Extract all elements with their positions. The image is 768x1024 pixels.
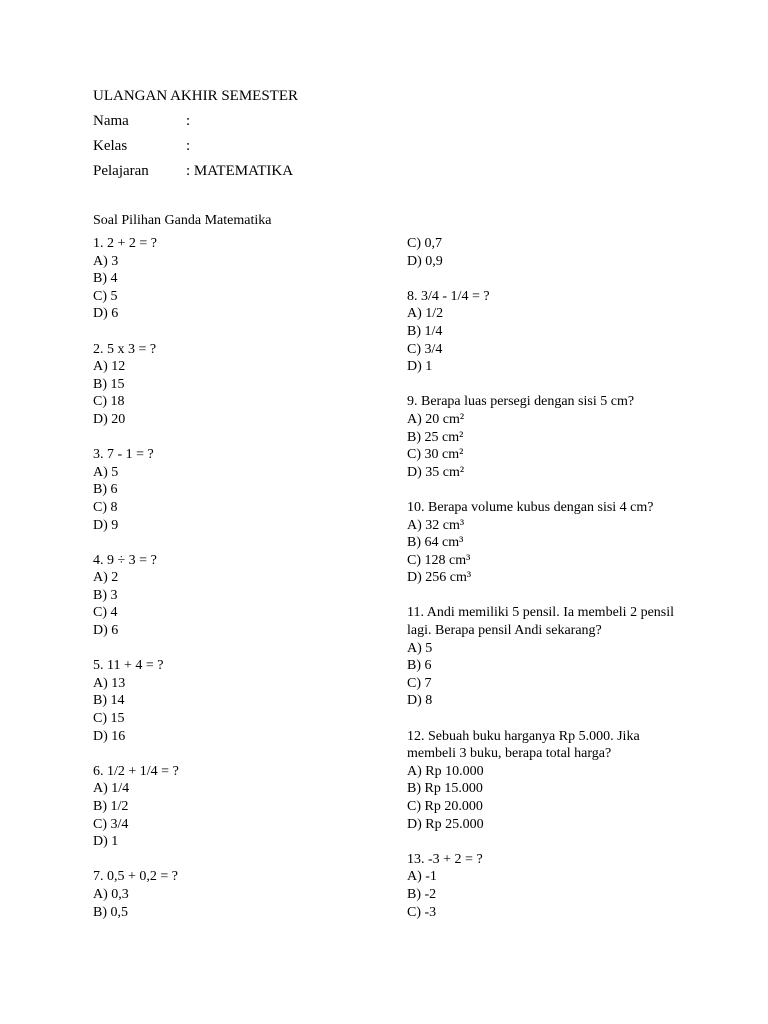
answer-option: D) 8 — [407, 693, 433, 709]
answer-option: B) Rp 15.000 — [407, 781, 483, 797]
question-text: 1. 2 + 2 = ? — [93, 236, 158, 251]
question-text: 4. 9 ÷ 3 = ? — [93, 552, 157, 568]
question-block — [93, 552, 383, 640]
question-text: 2. 5 x 3 = ? — [93, 341, 157, 357]
answer-option: A) 13 — [93, 675, 126, 691]
question-text: 5. 11 + 4 = ? — [93, 658, 164, 674]
left-column — [93, 235, 383, 939]
answer-option: B) 6 — [407, 658, 432, 674]
answer-option: B) 1/4 — [407, 323, 443, 339]
answer-option: A) 2 — [93, 570, 119, 586]
answer-option: D) 256 cm³ — [407, 570, 472, 586]
question-text: 10. Berapa volume kubus dengan sisi 4 cm? — [407, 499, 654, 515]
answer-option: A) -1 — [407, 869, 437, 885]
answer-option: A) 5 — [93, 464, 119, 480]
question-text: 9. Berapa luas persegi dengan sisi 5 cm? — [407, 394, 635, 410]
question-block — [93, 763, 383, 851]
exam-title: ULANGAN AKHIR SEMESTER — [93, 88, 299, 104]
answer-option: A) 5 — [407, 640, 433, 656]
answer-option: C) 3/4 — [93, 816, 129, 832]
answer-option: C) -3 — [407, 904, 437, 920]
answer-option: A) 20 cm² — [407, 411, 465, 427]
answer-option: D) 9 — [93, 517, 119, 533]
answer-option: B) 15 — [93, 376, 125, 392]
answer-option: D) 6 — [93, 623, 119, 639]
answer-option: B) 25 cm² — [407, 429, 464, 445]
question-text: 12. Sebuah buku harganya Rp 5.000. Jika membeli 3 buku, berapa total harga? — [407, 728, 640, 762]
answer-option: A) Rp 10.000 — [407, 763, 484, 779]
answer-option: C) 18 — [93, 394, 125, 410]
field-label: Pelajaran — [93, 163, 149, 179]
question-block — [93, 868, 383, 921]
answer-option: A) 1/4 — [93, 781, 130, 797]
question-block — [407, 499, 677, 587]
answer-option: D) 20 — [93, 411, 126, 427]
answer-option: C) 4 — [93, 605, 118, 621]
answer-option: D) 0,9 — [407, 253, 443, 269]
question-text: 3. 7 - 1 = ? — [93, 447, 154, 463]
answer-option: C) 15 — [93, 711, 125, 727]
question-text: 11. Andi memiliki 5 pensil. Ia membeli 2 pensil lagi. Berapa pensil Andi sekarang? — [407, 605, 675, 639]
answer-option: C) 5 — [93, 288, 118, 304]
answer-option: B) -2 — [407, 886, 437, 902]
right-column — [407, 235, 677, 939]
question-block — [407, 728, 677, 834]
answer-option: C) 128 cm³ — [407, 552, 471, 568]
answer-option: D) 16 — [93, 728, 126, 744]
answer-option: A) 1/2 — [407, 306, 444, 322]
answer-option: B) 64 cm³ — [407, 535, 464, 551]
answer-option: A) 12 — [93, 359, 126, 375]
question-block — [407, 235, 677, 270]
answer-option: C) 30 cm² — [407, 447, 464, 463]
answer-option: D) 35 cm² — [407, 464, 465, 480]
answer-option: C) 3/4 — [407, 341, 443, 357]
answer-option: B) 6 — [93, 482, 118, 498]
field-label: Nama — [93, 113, 129, 129]
question-text: 7. 0,5 + 0,2 = ? — [93, 869, 179, 885]
question-block — [407, 393, 677, 481]
question-block — [93, 341, 383, 429]
answer-option: D) Rp 25.000 — [407, 816, 484, 832]
question-block — [407, 851, 677, 921]
section-title: Soal Pilihan Ganda Matematika — [93, 213, 272, 228]
question-text: 13. -3 + 2 = ? — [407, 851, 483, 867]
answer-option: C) 0,7 — [407, 236, 442, 251]
answer-option: D) 6 — [93, 306, 119, 322]
question-text: 6. 1/2 + 1/4 = ? — [93, 763, 179, 779]
answer-option: A) 3 — [93, 253, 119, 269]
answer-option: B) 3 — [93, 587, 118, 603]
question-block — [93, 235, 383, 323]
answer-option: B) 1/2 — [93, 799, 129, 814]
answer-option: B) 14 — [93, 693, 125, 709]
field-label: Kelas — [93, 138, 128, 154]
answer-option: A) 32 cm³ — [407, 517, 465, 533]
answer-option: C) 8 — [93, 499, 118, 515]
question-block — [407, 288, 677, 376]
answer-option: D) 1 — [407, 359, 433, 375]
field-value: : MATEMATIKA — [186, 163, 294, 179]
field-value: : — [186, 138, 191, 154]
answer-option: D) 1 — [93, 834, 119, 850]
question-block — [407, 604, 677, 710]
question-block — [93, 446, 383, 534]
answer-option: B) 4 — [93, 271, 118, 287]
question-block — [93, 657, 383, 745]
answer-option: A) 0,3 — [93, 886, 129, 902]
question-text: 8. 3/4 - 1/4 = ? — [407, 288, 490, 304]
field-value: : — [186, 113, 191, 129]
answer-option: C) Rp 20.000 — [407, 799, 483, 814]
answer-option: C) 7 — [407, 675, 432, 691]
answer-option: B) 0,5 — [93, 904, 128, 920]
